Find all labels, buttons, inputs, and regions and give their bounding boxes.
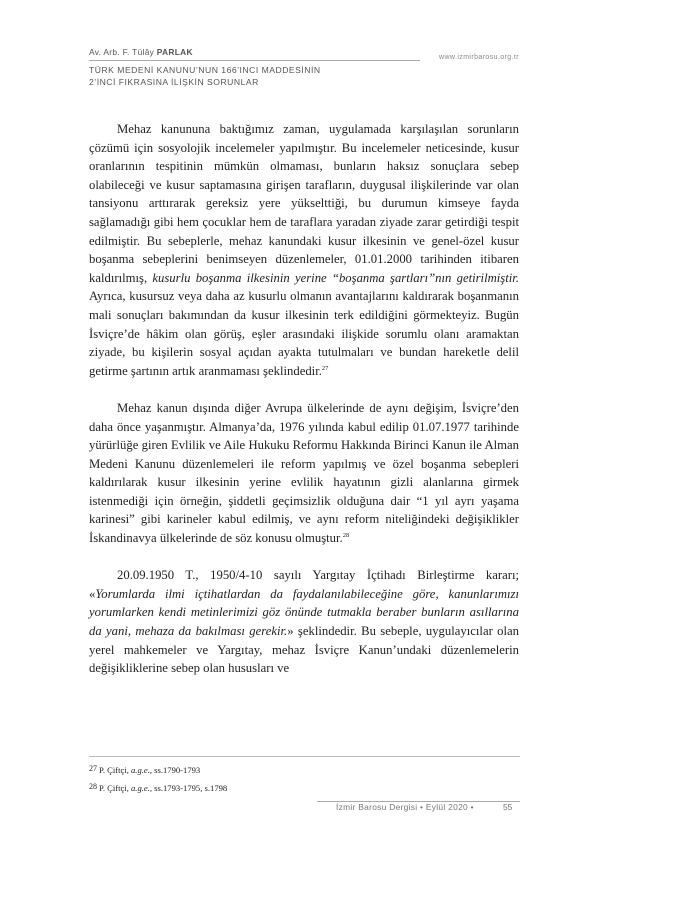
- page-number: 55: [503, 802, 513, 812]
- article-title-line2: 2’İNCİ FIKRASINA İLİŞKİN SORUNLAR: [89, 77, 259, 87]
- footnote-28: $^{28}$ P. Çiftçi, a.g.e., ss.1793-1795, s.1798: [89, 782, 228, 793]
- website-url: www.izmirbarosu.org.tr: [439, 54, 519, 61]
- emphasis-text: kusurlu boşanma ilkesinin yerine “boşanma şartları”nın getirilmiştir.: [152, 270, 519, 285]
- footnote-ref-27[interactable]: 27: [321, 364, 329, 372]
- author-surname: PARLAK: [156, 47, 193, 57]
- footnote-separator: [89, 756, 520, 757]
- running-header-author: [89, 47, 193, 57]
- paragraph-1: Mehaz kanununa baktığımız zaman, uygulamada karşılaşılan sorunların çözümü için sosyolojik incelemeler yapılmıştır. Bu incelemeler neticesinde, kusur oranlarının tespitinin mümkün olmaması, bunların haksız sonuçlara sebep olabileceği ve kusur saptamasına girişen tarafların, duygusal ilişkilerinde var olan tansiyonu arttırarak gereksiz yere yükselttiği, bu durumun kimseye fayda sağlamadığı gibi hem çocuklar hem de taraflara yaradan ziyade zarar getirdiği tespit edilmiştir. Bu sebeplerle, mehaz kanundaki kusur ilkesinin ve genel-özel kusur boşanma sebeplerini benimseyen düzenlemeler, 01.01.2000 tarihinden itibaren kaldırılmış, kusurlu boşanma ilkesinin yerine “boşanma şartları”nın getirilmiştir. Ayrıca, kusursuz veya daha az kusurlu olmanın avantajlarını kaldırarak boşanmanın mali sonuçları bakımından da kusur ilkesinin terk edildiğini görmekteyiz. Bugün İsviçre’de hâkim olan görüş, eşler arasındaki ilişkide sorumlu olanı aramaktan ziyade, bu kişilerin sosyal açıdan ayakta tutulmaları ve bundan hareketle delil getirme şartının artık aranmaması şeklindedir.$^{27}$: [89, 122, 519, 378]
- journal-footer: İzmir Barosu Dergisi • Eylül 2020 •: [336, 802, 474, 812]
- footnote-27: $^{27}$ P. Çiftçi, a.g.e., ss.1790-1793: [89, 764, 201, 775]
- header-rule: [89, 60, 420, 61]
- author-name: Av. Arb. F. Tülây: [89, 47, 157, 57]
- paragraph-2: Mehaz kanun dışında diğer Avrupa ülkelerinde de aynı değişim, İsviçre’den daha önce yaşanmıştır. Almanya’da, 1976 yılında kabul edilip 01.07.1977 tarihinde yürürlüğe giren Evlilik ve Aile Hukuku Reformu Hakkında Birinci Kanun ile Alman Medeni Kanunu düzenlemeleri ile reform yapılmış ve özel boşanma sebepleri kaldırılarak kusur ilkesinin yerine evlilik hayatının gizli alanlarına girmek istenmediği için örneğin, şiddetli geçimsizlik olduğuna dair “1 yıl ayrı yaşama karinesi” gibi karineler kabul edilmiş, ve aynı reform niteliğindeki değişiklikler İskandinavya ülkelerinde de söz konusu olmuştur.$^{28}$: [89, 400, 519, 546]
- footnote-ref-28[interactable]: 28: [342, 531, 350, 539]
- paragraph-3: 20.09.1950 T., 1950/4-10 sayılı Yargıtay İçtihadı Birleştirme kararı; «Yorumlarda ilmi içtihatlardan da faydalanılabileceğine göre, kanunlarımızı yorumlarken kendi metinlerimizi göz önünde tutmakla beraber bunların asıllarına da yani, mehaza da bakılması gerekir.» şeklindedir. Bu sebeple, uygulayıcılar olan yerel mahkemeler ve Yargıtay, mehaz İsviçre Kanun’undaki düzenlemelerin değişikliklerine sebep olan hususları ve: [89, 568, 520, 676]
- article-body: [89, 120, 519, 678]
- quoted-decision: Yorumlarda ilmi içtihatlardan da faydalanılabileceğine göre, kanunlarımızı yorumlarken kendi metinlerimizi göz önünde tutmakla beraber bunların asıllarına da yani, mehaza da bakılması gerekir.: [89, 586, 519, 639]
- article-title-line1: TÜRK MEDENİ KANUNU’NUN 166’INCI MADDESİNİN: [89, 65, 321, 75]
